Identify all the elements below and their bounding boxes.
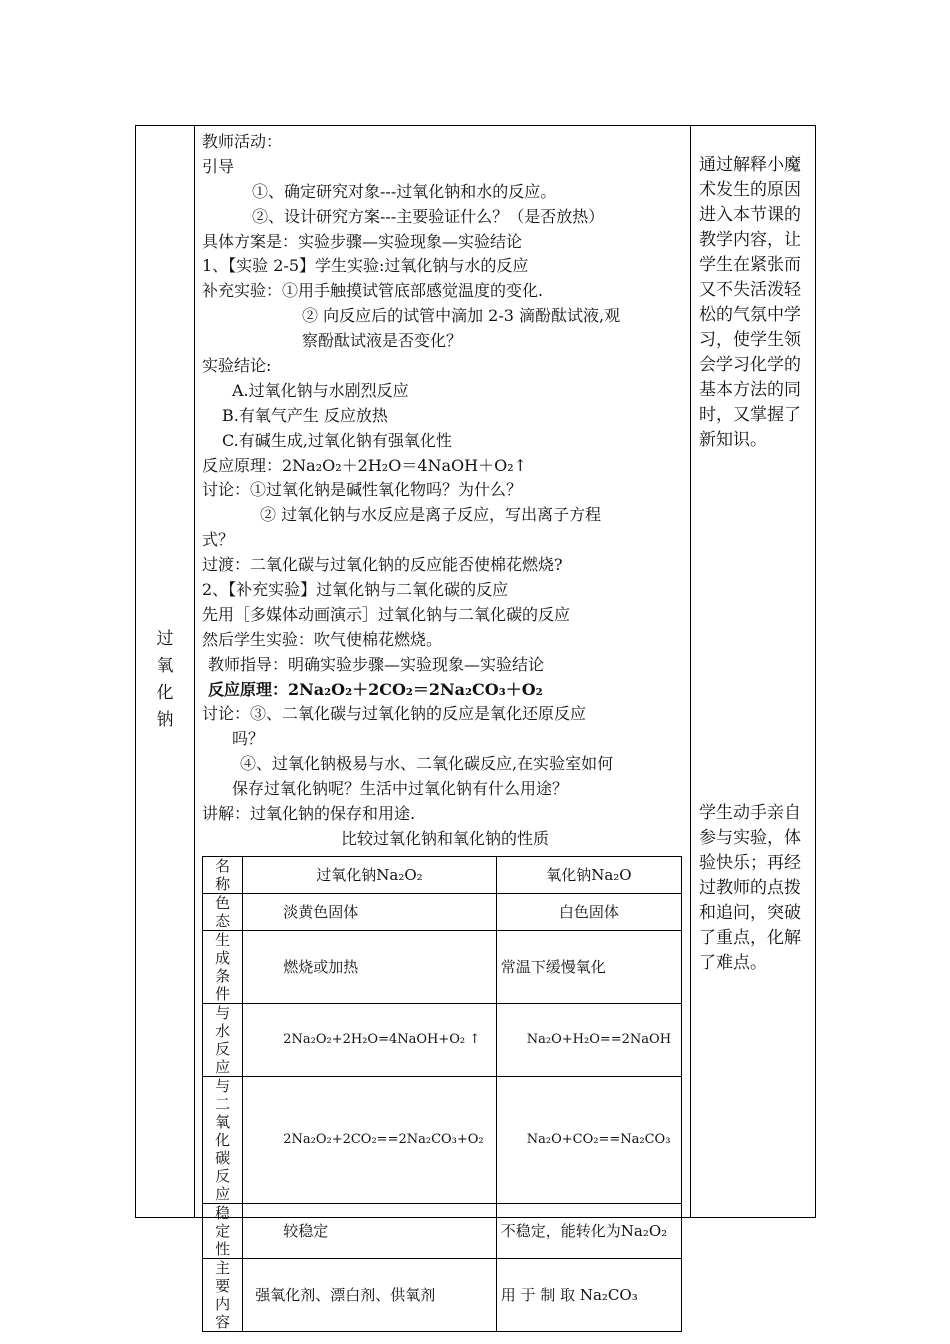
table-cell: 生 成 条 件	[203, 931, 243, 1004]
table-cell: 白色固体	[496, 894, 681, 931]
table-cell: 强氧化剂、漂白剂、供氧剂	[243, 1259, 497, 1332]
column-divider	[194, 126, 195, 1217]
activity-line: ①、确定研究对象---过氧化钠和水的反应。	[252, 181, 557, 201]
table-cell: 淡黄色固体	[243, 894, 497, 931]
activity-line: ② 向反应后的试管中滴加 2-3 滴酚酞试液,观	[302, 306, 621, 326]
table-header-cell: 氧化钠Na₂O	[496, 857, 681, 894]
table-cell: 2Na₂O₂+2H₂O=4NaOH+O₂ ↑	[243, 1004, 497, 1077]
note-paragraph: 通过解释小魔术发生的原因进入本节课的教学内容，让学生在紧张而又不失活泼轻松的气氛中学习，使学生领会学习化学的基本方法的同时，又掌握了新知识。	[699, 155, 801, 450]
table-cell: Na₂O+H₂O==2NaOH	[496, 1004, 681, 1077]
teacher-activity-cell	[202, 130, 688, 850]
table-cell: 主 要 内 容	[203, 1259, 243, 1332]
activity-line: A.过氧化钠与水剧烈反应	[232, 380, 409, 400]
column-divider	[690, 126, 691, 1217]
activity-line: 讨论：③、二氧化碳与过氧化钠的反应是氧化还原反应	[202, 704, 587, 724]
table-cell: 与 水 反 应	[203, 1004, 243, 1077]
activity-line: 吗？	[232, 729, 265, 749]
activity-line: 讲解：过氧化钠的保存和用途.	[202, 804, 416, 824]
table-row	[203, 1004, 682, 1077]
table-title: 比较过氧化钠和氧化钠的性质	[340, 828, 549, 848]
table-row	[203, 931, 682, 1004]
activity-line: 讨论：①过氧化钠是碱性氧化物吗？为什么？	[202, 480, 523, 500]
table-cell: 2Na₂O₂+2CO₂==2Na₂CO₃+O₂	[243, 1077, 497, 1204]
activity-line: 具体方案是：实验步骤—实验现象—实验结论	[202, 231, 523, 251]
activity-line: 反应原理：2Na₂O₂＋2CO₂＝2Na₂CO₃＋O₂	[208, 679, 543, 699]
activity-lines	[202, 130, 688, 827]
table-row	[203, 857, 682, 894]
topic-char: 氧	[156, 656, 174, 676]
activity-line: C.有碱生成,过氧化钠有强氧化性	[222, 430, 452, 450]
notes-cell	[699, 153, 809, 973]
activity-line: ④、过氧化钠极易与水、二氧化碳反应,在实验室如何	[240, 754, 614, 774]
topic-char: 钠	[156, 710, 174, 730]
activity-line: 反应原理：2Na₂O₂＋2H₂O＝4NaOH＋O₂↑	[202, 455, 528, 475]
table-header-cell: 过氧化钠Na₂O₂	[243, 857, 497, 894]
activity-line: 过渡：二氧化碳与过氧化钠的反应能否使棉花燃烧?	[202, 555, 563, 575]
table-cell: 较稳定	[243, 1204, 497, 1259]
topic-char: 过	[156, 629, 174, 649]
activity-line: B.有氧气产生 反应放热	[222, 405, 388, 425]
table-row	[203, 1259, 682, 1332]
table-cell: 燃烧或加热	[243, 931, 497, 1004]
table-header-cell: 名 称	[203, 857, 243, 894]
table-cell: 稳 定 性	[203, 1204, 243, 1259]
lesson-table	[135, 125, 816, 1331]
table-cell: Na₂O+CO₂==Na₂CO₃	[496, 1077, 681, 1204]
table-cell: 不稳定，能转化为Na₂O₂	[496, 1204, 681, 1259]
activity-line: 式？	[202, 530, 235, 550]
table-row	[203, 1204, 682, 1259]
activity-line: 察酚酞试液是否变化？	[302, 331, 463, 351]
activity-line: 1、【实验 2-5】学生实验:过氧化钠与水的反应	[202, 256, 529, 276]
table-cell: 用 于 制 取 Na₂CO₃	[496, 1259, 681, 1332]
activity-line: ②、设计研究方案---主要验证什么？（是否放热）	[252, 206, 605, 226]
table-row	[203, 1077, 682, 1204]
topic-cell	[136, 626, 194, 734]
activity-line: 然后学生实验：吹气使棉花燃烧。	[202, 629, 443, 649]
activity-line: 保存过氧化钠呢？生活中过氧化钠有什么用途？	[232, 779, 569, 799]
table-row	[203, 894, 682, 931]
table-cell: 色 态	[203, 894, 243, 931]
activity-line: ② 过氧化钠与水反应是离子反应，写出离子方程	[260, 505, 602, 525]
activity-line: 2、【补充实验】过氧化钠与二氧化碳的反应	[202, 580, 509, 600]
comparison-table	[202, 856, 682, 1332]
table-cell: 与 二 氧 化 碳 反 应	[203, 1077, 243, 1204]
note-paragraph: 学生动手亲自参与实验，体验快乐；再经过教师的点拨和追问，突破了重点，化解了难点。	[699, 803, 801, 973]
activity-line: 教师指导：明确实验步骤—实验现象—实验结论	[208, 654, 545, 674]
activity-line: 引导	[202, 156, 235, 176]
activity-line: 补充实验：①用手触摸试管底部感觉温度的变化.	[202, 281, 544, 301]
activity-line: 先用［多媒体动画演示］过氧化钠与二氧化碳的反应	[202, 604, 571, 624]
activity-line: 教师活动：	[202, 132, 283, 151]
topic-char: 化	[156, 683, 174, 703]
activity-line: 实验结论:	[202, 356, 272, 376]
table-cell: 常温下缓慢氧化	[496, 931, 681, 1004]
